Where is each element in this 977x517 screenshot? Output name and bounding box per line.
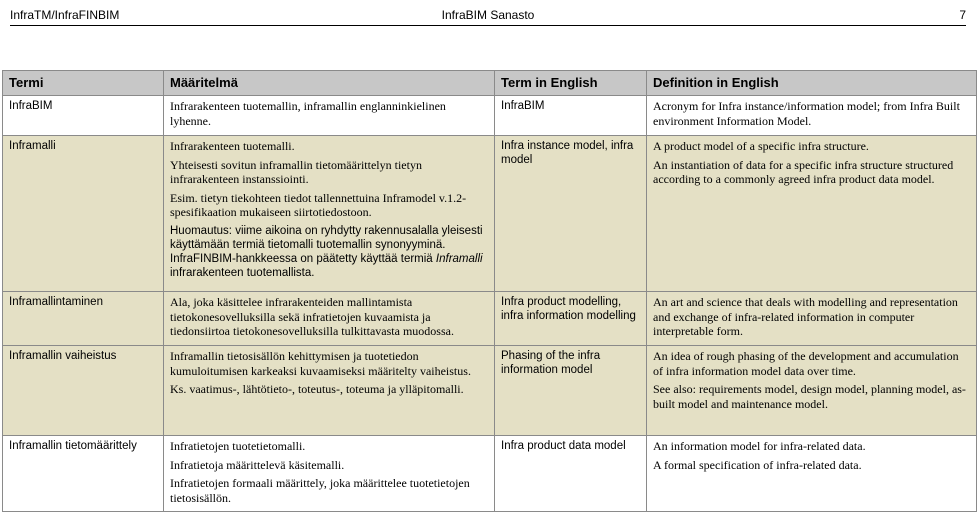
definition-note: Huomautus: viime aikoina on ryhdytty rakennusalalla yleisesti käyttämään termiä tietomalli tuotemallin synonyyminä. InfraFINBIM-hankkeessa on päätetty käyttää termiä Inframalli infrarakenteen tuotemallista. — [170, 224, 483, 279]
definition-paragraph: Infratietojen formaali määrittely, joka määrittelee tuotetietojen tietosisällön. — [170, 476, 470, 505]
definition-paragraph: Inframallin tietosisällön kehittymisen ja tuotetiedon kumuloitumisen karkeaksi kuvaamiseksi määritelty vaiheistus. — [170, 349, 471, 378]
term-cell: Inframallin vaiheistus — [3, 346, 164, 436]
header-rule — [10, 25, 966, 26]
definition-english-cell — [647, 346, 977, 436]
term-english-cell: Infra instance model, infra model — [495, 136, 647, 292]
document-series: InfraTM/InfraFINBIM — [10, 8, 120, 22]
definition-cell — [164, 96, 495, 136]
definition-paragraph: Ala, joka käsittelee infrarakenteiden mallintamista tietokonesovelluksilla sekä infratietojen kuvaamista ja tiedonsiirtoa tietokonesovelluksilla tulkittavasta muodossa. — [170, 295, 454, 338]
term-cell: Inframallintaminen — [3, 292, 164, 346]
definition-paragraph: Infratietojen tuotetietomalli. — [170, 439, 306, 453]
table-row — [3, 436, 977, 512]
definition-cell — [164, 292, 495, 346]
definition-english-paragraph: A formal specification of infra-related data. — [653, 457, 862, 472]
definition-paragraph: Ks. vaatimus-, lähtötieto-, toteutus-, toteuma ja ylläpitomalli. — [170, 382, 464, 396]
definition-english-paragraph: See also: requirements model, design model, planning model, as-built model and maintenance model. — [653, 382, 966, 411]
column-header-term-english: Term in English — [495, 71, 647, 96]
term-english-cell: InfraBIM — [495, 96, 647, 136]
definition-paragraph: Infratietoja määrittelevä käsitemalli. — [170, 457, 345, 472]
definition-paragraph: Esim. tietyn tiekohteen tiedot tallennettuina Inframodel v.1.2-spesifikaation mukaiseen siirtotiedostoon. — [170, 190, 467, 219]
term-cell: InfraBIM — [3, 96, 164, 136]
page-number: 7 — [959, 8, 966, 22]
column-header-definition-english: Definition in English — [647, 71, 977, 96]
definition-english-paragraph: A product model of a specific infra structure. — [653, 139, 869, 153]
definition-english-cell — [647, 292, 977, 346]
definition-english-paragraph: An instantiation of data for a specific infra structure structured according to a commonly agreed infra product data model. — [653, 157, 954, 186]
document-title: InfraBIM Sanasto — [441, 8, 535, 22]
definition-paragraph: Infrarakenteen tuotemallin, inframallin englanninkielinen lyhenne. — [170, 99, 446, 128]
term-english-cell: Phasing of the infra information model — [495, 346, 647, 436]
definition-english-paragraph: An idea of rough phasing of the development and accumulation of infra information model data over time. — [653, 349, 959, 378]
column-header-term: Termi — [3, 71, 164, 96]
table-row — [3, 136, 977, 292]
definition-paragraph: Yhteisesti sovitun inframallin tietomäärittelyn tietyn infrarakenteen instanssiointi. — [170, 157, 422, 186]
definition-cell — [164, 136, 495, 292]
table-row — [3, 96, 977, 136]
term-english-cell: Infra product data model — [495, 436, 647, 512]
table-row — [3, 346, 977, 436]
definition-english-cell — [647, 436, 977, 512]
term-english-cell: Infra product modelling, infra information modelling — [495, 292, 647, 346]
definition-english-cell — [647, 96, 977, 136]
definition-english-cell — [647, 136, 977, 292]
term-cell: Inframalli — [3, 136, 164, 292]
definition-cell — [164, 346, 495, 436]
column-header-definition: Määritelmä — [164, 71, 495, 96]
definition-english-paragraph: An information model for infra-related data. — [653, 439, 866, 453]
definition-english-paragraph: Acronym for Infra instance/information model; from Infra Built environment Information Model. — [653, 99, 960, 128]
glossary-table — [2, 70, 977, 512]
table-header-row — [3, 71, 977, 96]
definition-cell — [164, 436, 495, 512]
table-row — [3, 292, 977, 346]
definition-paragraph: Infrarakenteen tuotemalli. — [170, 139, 295, 153]
term-cell: Inframallin tietomäärittely — [3, 436, 164, 512]
definition-english-paragraph: An art and science that deals with modelling and representation and exchange of infra-related information in computer interpretable form. — [653, 295, 958, 338]
page-header — [10, 4, 966, 26]
